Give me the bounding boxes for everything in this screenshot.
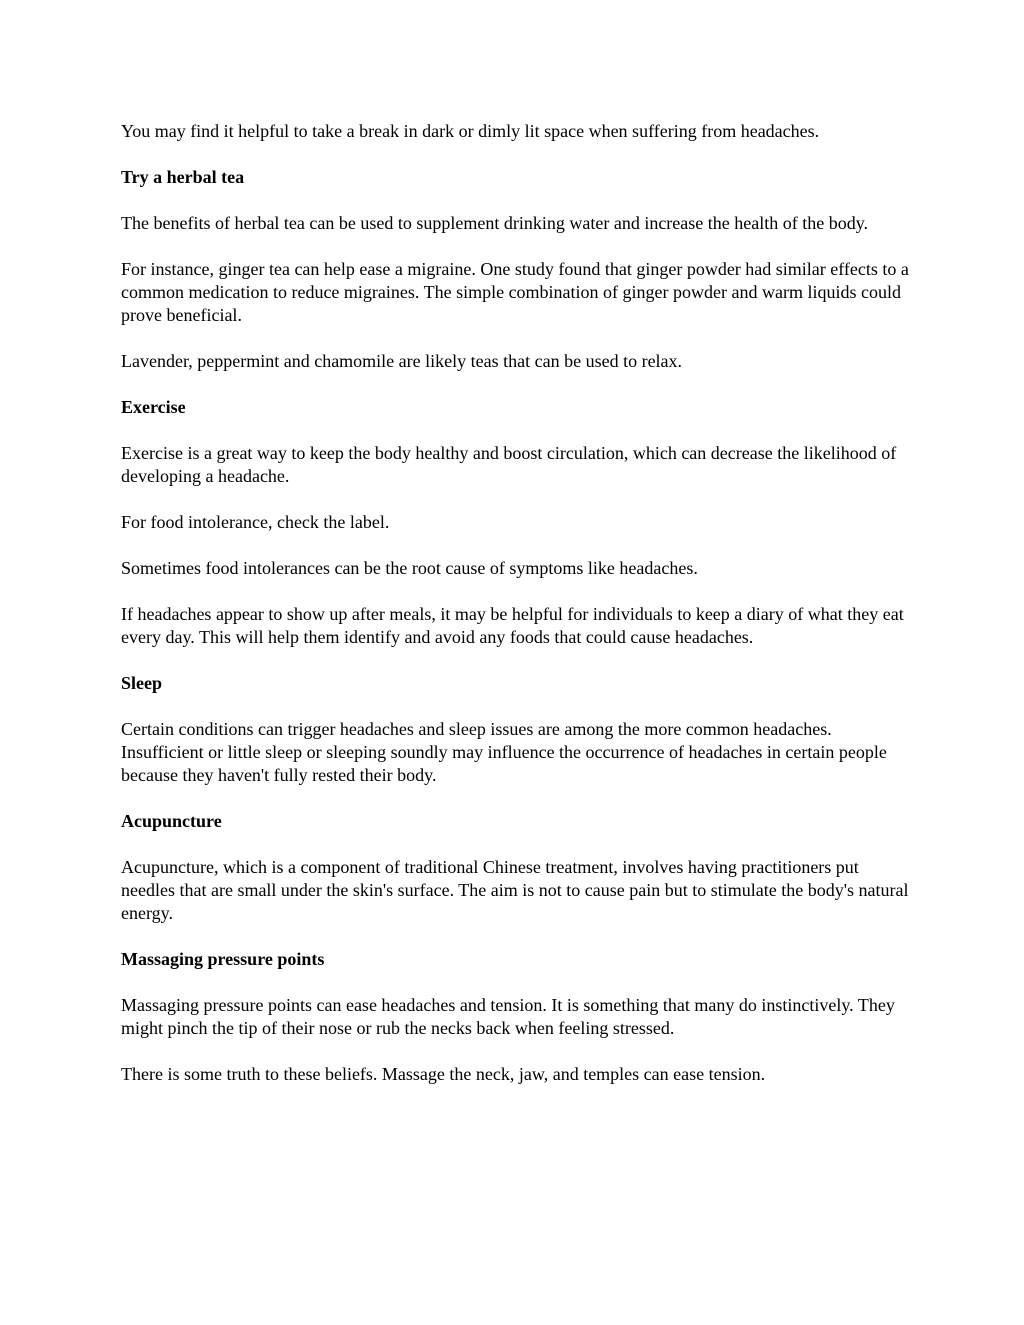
- paragraph-pressure-points: Massaging pressure points can ease headaches and tension. It is something that many do instinctively. They might pinch the tip of their nose or rub the necks back when feeling stressed.: [121, 995, 895, 1038]
- paragraph-dark-space: You may find it helpful to take a break in dark or dimly lit space when suffering from headaches.: [121, 121, 820, 141]
- paragraph-sleep: Certain conditions can trigger headaches and sleep issues are among the more common headaches. Insufficient or little sleep or sleeping soundly may influence the occurrence of headaches in certain people because they haven't fully rested their body.: [121, 719, 887, 785]
- heading-acupuncture: Acupuncture: [121, 811, 222, 831]
- paragraph-relaxing-teas: Lavender, peppermint and chamomile are likely teas that can be used to relax.: [121, 351, 683, 371]
- paragraph-herbal-tea-benefits: The benefits of herbal tea can be used to supplement drinking water and increase the health of the body.: [121, 213, 869, 233]
- document-page: [121, 120, 911, 1109]
- paragraph-food-diary: If headaches appear to show up after meals, it may be helpful for individuals to keep a diary of what they eat every day. This will help them identify and avoid any foods that could cause headaches.: [121, 604, 904, 647]
- paragraph-massage-truth: There is some truth to these beliefs. Massage the neck, jaw, and temples can ease tension.: [121, 1064, 766, 1084]
- heading-pressure-points: Massaging pressure points: [121, 949, 325, 969]
- heading-exercise: Exercise: [121, 397, 186, 417]
- paragraph-food-intolerance-cause: Sometimes food intolerances can be the root cause of symptoms like headaches.: [121, 558, 698, 578]
- paragraph-ginger-tea: For instance, ginger tea can help ease a migraine. One study found that ginger powder had similar effects to a common medication to reduce migraines. The simple combination of ginger powder and warm liquids could prove beneficial.: [121, 259, 909, 325]
- paragraph-food-intolerance-label: For food intolerance, check the label.: [121, 512, 390, 532]
- paragraph-exercise: Exercise is a great way to keep the body healthy and boost circulation, which can decrease the likelihood of developing a headache.: [121, 443, 897, 486]
- paragraph-acupuncture: Acupuncture, which is a component of traditional Chinese treatment, involves having practitioners put needles that are small under the skin's surface. The aim is not to cause pain but to stimulate the body's natural energy.: [121, 857, 909, 923]
- heading-sleep: Sleep: [121, 673, 163, 693]
- heading-herbal-tea: Try a herbal tea: [121, 167, 245, 187]
